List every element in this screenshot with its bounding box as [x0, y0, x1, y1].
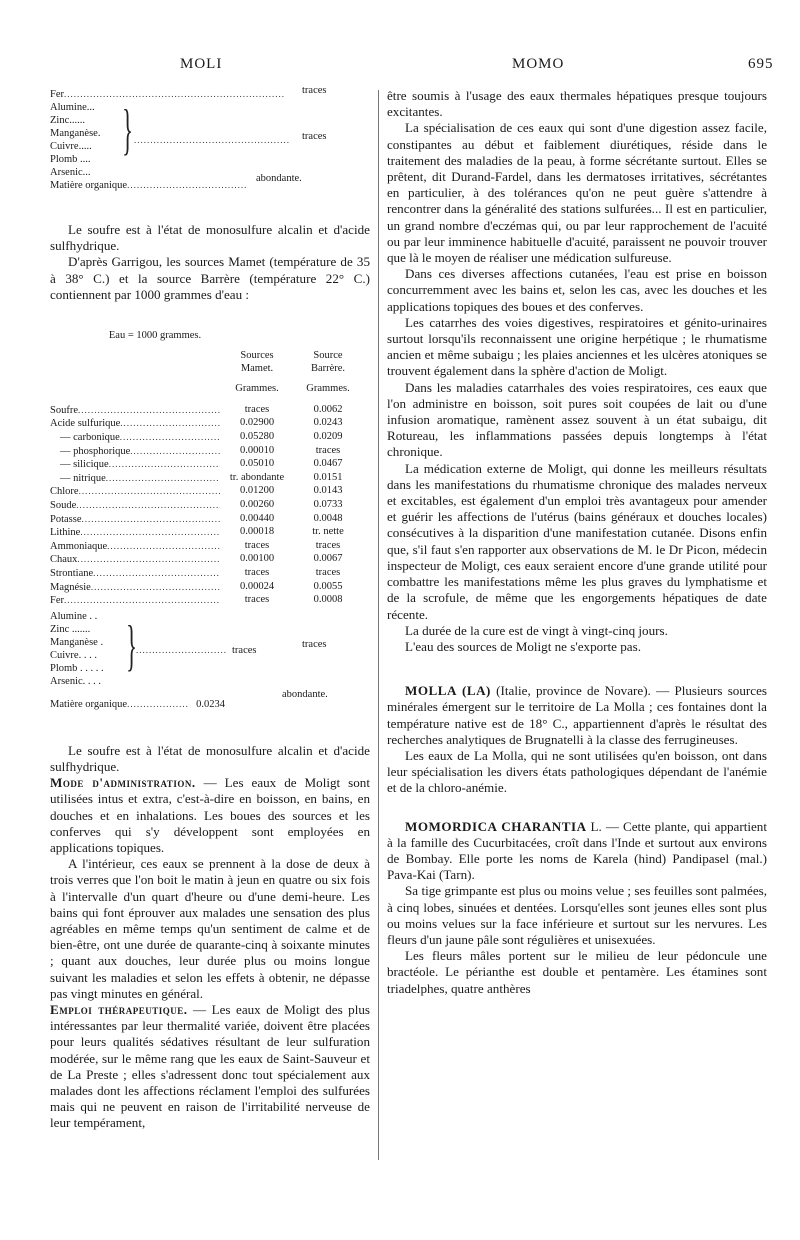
table2-brace: } — [126, 614, 137, 677]
table-row — [50, 567, 364, 581]
table1-group-value: traces — [302, 131, 327, 142]
table1-group-label: Plomb .... — [50, 154, 91, 165]
row-label-cell — [50, 499, 222, 513]
table1-group-label: Manganèse. — [50, 128, 101, 139]
row-label: Strontiane — [50, 567, 94, 579]
value-barrere: traces — [315, 539, 341, 551]
paragraph: La spécialisation de ces eaux qui sont d'une digestion assez facile, constipantes au début et faiblement diurétiques, réside dans le traitement des maladies de la peau, à forme sécrétante surtout. Elles se prêtent, dit Durand-Fardel, dans les dermatoses irritatives, sécrétantes en particulier, à des tolérances qu'on ne peut guère s'attendre à rencontrer dans la généralité des stations sulfurées... Il est en particulier, un grand nombre d'eczémas qui, ou par leur rapprochement de l'acuité ou par leur imminence habituelle d'acuité, paraissent ne pouvoir trouver que là le moyen de réaliser une médication sulfureuse. — [387, 120, 767, 266]
row-label-cell — [50, 417, 222, 431]
table2-group-labels — [50, 610, 104, 688]
value-mamet: 0.01200 — [239, 485, 275, 497]
col-head: Barrère. — [310, 362, 346, 374]
paragraph: Les catarrhes des voies digestives, respiratoires et génito-urinaires surtout lorsqu'ils reconnaissent une origine herpétique ; le rhumatisme ancien et même subaigu ; les plaies anciennes et les ulcères atoniques se trouvent également dans la sphère d'action de Moligt. — [387, 314, 767, 379]
value-mamet: 0.05010 — [239, 458, 275, 470]
table2-group-v1: traces — [232, 644, 257, 656]
value-mamet: 0.00024 — [239, 580, 275, 592]
table-row — [50, 581, 364, 595]
table-row — [50, 458, 364, 472]
value-barrere: 0.0209 — [313, 430, 343, 442]
row-label-cell — [50, 404, 222, 418]
paragraph: La durée de la cure est de vingt à vingt-cinq jours. — [405, 622, 668, 638]
paragraph: Les fleurs mâles portent sur le milieu de leur pédoncule une bractéole. Le périanthe est double et pentamère. Les étamines sont triadelphes, quatre anthères — [387, 948, 767, 996]
table1-group-labels — [50, 101, 100, 179]
paragraph — [50, 1002, 370, 1132]
col-head: Sources — [240, 350, 274, 362]
value-mamet: 0.00260 — [239, 498, 275, 510]
composition-table-1 — [50, 85, 370, 191]
composition-table — [50, 350, 364, 608]
table2-matiere-row — [50, 698, 225, 711]
value-barrere: traces — [315, 566, 341, 578]
value-barrere: 0.0048 — [313, 512, 343, 524]
value-mamet: traces — [244, 539, 270, 551]
value-barrere: 0.0467 — [313, 458, 343, 470]
value-mamet: 0.00100 — [239, 553, 275, 565]
row-label: — silicique — [60, 459, 109, 471]
value-barrere: tr. nette — [312, 526, 344, 538]
paragraph: La médication externe de Moligt, qui donne les meilleurs résultats dans les manifestations du rhumatisme chronique des malades nerveux et excitables, est également d'un emploi très avantageux pour amender et guérir les affections de l'utérus (bains généraux et douches locales) consécutives à la disparition d'une manifestation cutanée. Disons enfin que, s'il faut s'en rapporter aux observations de M. le Dr Picon, médecin inspecteur de Moligt, ces eaux seraient encore d'une grande utilité pour combattre les manifestations même les plus graves du lymphatisme et de la scrofule, de même que les engorgements hépatiques de date récente. — [387, 460, 767, 622]
table1-group-label: Cuivre..... — [50, 141, 92, 152]
right-column — [387, 88, 767, 997]
column-rule — [378, 90, 379, 1160]
table-row — [50, 499, 364, 513]
table1-matiere-value: abondante. — [256, 173, 302, 184]
row-label: Acide sulfurique — [50, 418, 121, 430]
table2-matiere-v2: abondante. — [282, 688, 328, 700]
paragraph-text: — Les eaux de Moligt sont utilisées intus et extra, c'est-à-dire en boisson, en bains, en douches et en inhalations. Les boues des sources et les conferves qui s'y développent sont employées en applications topiques. — [50, 775, 370, 855]
paragraph: être soumis à l'usage des eaux thermales hépatiques presque toujours excitantes. — [387, 88, 767, 120]
section-heading: Emploi thérapeutique. — [50, 1001, 188, 1017]
value-barrere: 0.0067 — [313, 553, 343, 565]
table-row — [50, 540, 364, 554]
value-mamet: traces — [244, 403, 270, 415]
section-heading: Mode d'administration. — [50, 775, 196, 791]
table-row — [50, 526, 364, 540]
entry-heading: MOLLA (LA) — [405, 683, 491, 699]
col-head: Source — [313, 350, 343, 362]
value-barrere: 0.0733 — [313, 498, 343, 510]
row-label-cell — [50, 458, 222, 472]
table1-brace: } — [122, 99, 133, 161]
paragraph-text: (Italie, province de Novare). — Plusieurs sources minérales émergent sur le territoire de La Molla ; ces fontaines dont la température native est de 18° C., appartiennent d'après le résultat des recherches analytiques de Brugnatelli à la classe des ferrugineuses. — [387, 683, 767, 747]
table2-group-label: Manganèse . — [50, 636, 104, 648]
paragraph — [50, 775, 370, 856]
row-label-cell — [50, 594, 222, 608]
table2-group-label: Cuivre. . . . — [50, 649, 97, 661]
header-center: MOMO — [512, 56, 565, 72]
value-mamet: 0.00010 — [239, 444, 275, 456]
row-label-cell — [50, 540, 222, 554]
row-label: Magnésie — [50, 581, 91, 593]
value-mamet: 0.00440 — [239, 512, 275, 524]
value-mamet: 0.02900 — [239, 417, 275, 429]
value-mamet: 0.05280 — [239, 430, 275, 442]
value-barrere: 0.0243 — [313, 417, 343, 429]
table2-matiere-label: Matière organique — [50, 698, 128, 710]
table1-group-label: Alumine... — [50, 102, 95, 113]
page-number: 695 — [748, 56, 774, 72]
value-barrere: 0.0062 — [313, 403, 343, 415]
paragraph: L'eau des sources de Moligt ne s'exporte pas. — [405, 638, 641, 654]
paragraph: Sa tige grimpante est plus ou moins velue ; ses feuilles sont palmées, à cinq lobes, sinuées et dentées. Lorsqu'elles sont jeunes elles sont plus ou moins velues sur la face inférieure et surtout sur les nervures. Les fleurs d'un jaune pâle sont régulières et unisexuées. — [387, 883, 767, 947]
value-barrere: 0.0143 — [313, 485, 343, 497]
value-mamet: traces — [244, 594, 270, 606]
row-label-cell — [50, 485, 222, 499]
row-label-cell — [50, 581, 222, 595]
table1-fer-row — [50, 88, 285, 101]
row-label-cell — [50, 472, 222, 486]
paragraph-text: — Les eaux de Moligt des plus intéressantes par leur thermalité variée, doivent être placées pour leurs qualités sédatives résultant de leur sulfuration modérée, sur le même rang que les eaux de Saint-Sauveur et de La Preste ; elles s'adressent donc tout spécialement aux malades dont les affections réclament l'emploi des sulfurées mais qui ne peuvent en raison de l'irritabilité nerveuse de leur tempérament, — [50, 1001, 370, 1131]
row-label-cell — [50, 553, 222, 567]
row-label: Potasse — [50, 513, 82, 525]
row-label: Chlore — [50, 486, 79, 498]
row-label-cell — [50, 431, 222, 445]
table2-group-label: Arsenic. . . . — [50, 675, 102, 687]
paragraph — [387, 683, 767, 748]
unit: Grammes. — [306, 383, 350, 395]
table1-fer-value: traces — [302, 85, 327, 96]
table-row — [50, 485, 364, 499]
table-row — [50, 445, 364, 459]
col-head: Mamet. — [240, 362, 274, 374]
row-label: — nitrique — [60, 472, 106, 484]
table2-caption: Eau = 1000 grammes. — [108, 330, 202, 342]
composition-table-2 — [50, 329, 370, 711]
paragraph: Le soufre est à l'état de monosulfure alcalin et d'acide sulfhydrique. — [50, 742, 370, 774]
left-column — [50, 85, 370, 1132]
table-unit-row — [50, 375, 364, 404]
row-label: Chaux — [50, 554, 78, 566]
value-mamet: 0.00018 — [239, 526, 275, 538]
paragraph: Les eaux de La Molla, qui ne sont utilisées qu'en boisson, ont dans leur spécialisation les divers états pathologiques dépendant de l'anémie et de la chloro-anémie. — [387, 747, 767, 796]
value-barrere: 0.0008 — [313, 594, 343, 606]
row-label: — carbonique — [60, 431, 120, 443]
table1-group-label: Arsenic... — [50, 167, 91, 178]
table-row — [50, 513, 364, 527]
table2-group-block — [50, 610, 370, 698]
table-row — [50, 417, 364, 431]
unit: Grammes. — [235, 383, 279, 395]
paragraph: Le soufre est à l'état de monosulfure alcalin et d'acide sulfhydrique. — [50, 222, 370, 254]
entry-heading: MOMORDICA CHARANTIA — [405, 818, 587, 834]
row-label-cell — [50, 513, 222, 527]
row-label: Fer — [50, 595, 64, 607]
row-label: Soufre — [50, 404, 78, 416]
table2-group-label: Alumine . . — [50, 610, 98, 622]
paragraph: D'après Garrigou, les sources Mamet (température de 35 à 38° C.) et la source Barrère (température 22° C.) contiennent par 1000 grammes d'eau : — [50, 254, 370, 302]
value-barrere: traces — [315, 444, 341, 456]
row-label: Lithine — [50, 527, 81, 539]
table2-group-label: Plomb . . . . . — [50, 662, 104, 674]
row-label: — phosphorique — [60, 445, 131, 457]
table-row — [50, 404, 364, 418]
table-row — [50, 594, 364, 608]
table1-group-dots — [134, 134, 289, 147]
table-header-row — [50, 350, 364, 375]
paragraph: A l'intérieur, ces eaux se prennent à la dose de deux à trois verres que l'on boit le matin à jeun en quatre ou six fois à l'intervalle d'un quart d'heure ou d'une demi-heure. Les bains qui font éprouver aux malades une sensation des plus agréables en même temps qu'un sentiment de calme et de bien-être, ont une durée de quarante-cinq à soixante minutes ; quant aux douches, leur durée plus ou moins longue suivant les maladies et selon les effets à obtenir, ne dépasse pas vingt minutes en général. — [50, 856, 370, 1001]
table1-fer-label: Fer — [50, 89, 64, 100]
row-label: Soude — [50, 499, 77, 511]
table-row — [50, 431, 364, 445]
row-label-cell — [50, 567, 222, 581]
table-row — [50, 472, 364, 486]
value-mamet: traces — [244, 566, 270, 578]
table1-matiere-label: Matière organique — [50, 180, 128, 191]
table2-matiere-v1: 0.0234 — [196, 698, 225, 710]
paragraph — [387, 819, 767, 884]
paragraph-text: L. — Cette plante, qui appartient à la famille des Cucurbitacées, croît dans l'Inde et surtout aux environs de Bombay. Elle porte les noms de Karela (hind) Pandipasel (mal.) Pava-Kai (Tarn). — [387, 818, 767, 883]
paragraph: Dans les maladies catarrhales des voies respiratoires, ces eaux que l'on administre en boisson, soit pures soit coupées de lait ou d'une infusion aromatique, ramènent assez souvent à un état subaigu, dit Rotureau, les inflammations passées depuis longtemps à l'état chronique. — [387, 379, 767, 460]
header-left: MOLI — [180, 56, 223, 72]
table2-group-label: Zinc ....... — [50, 623, 91, 635]
paragraph: Dans ces diverses affections cutanées, l'eau est prise en boisson concurremment avec les bains et, selon les cas, avec les douches et les applications topiques des boues et des conferves. — [387, 266, 767, 314]
table-row — [50, 553, 364, 567]
value-barrere: 0.0151 — [313, 471, 343, 483]
value-barrere: 0.0055 — [313, 580, 343, 592]
row-label: Ammoniaque — [50, 540, 108, 552]
row-label-cell — [50, 526, 222, 540]
table1-group-label: Zinc...... — [50, 115, 85, 126]
row-label-cell — [50, 445, 222, 459]
table1-matiere-row — [50, 179, 248, 192]
table2-group-v2: traces — [302, 638, 327, 650]
value-mamet: tr. abondante — [229, 471, 285, 483]
table2-group-dots — [136, 644, 226, 657]
